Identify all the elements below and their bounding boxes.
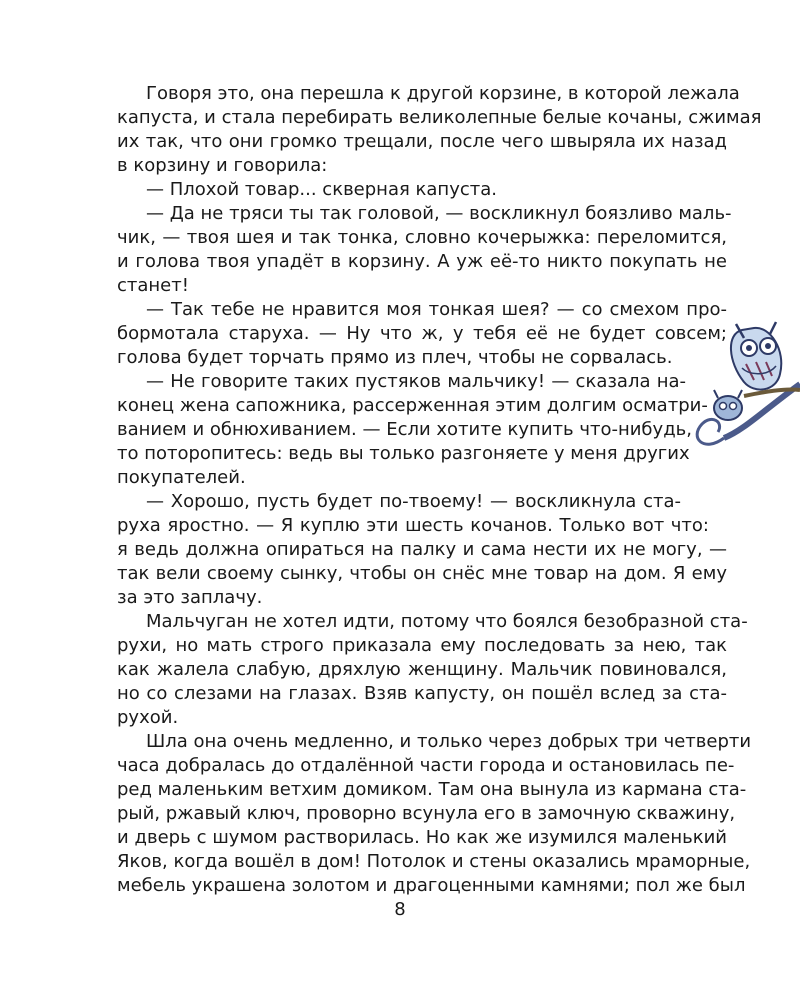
text-line: — Не говорите таких пустяков мальчику! — сказала на- [146, 371, 686, 392]
text-line: как жалела слабую, дряхлую женщину. Мальчик повиновался, [117, 659, 727, 680]
text-line: покупателей. [117, 467, 246, 488]
text-line: но со слезами на глазах. Взяв капусту, он пошёл вслед за ста- [117, 683, 727, 704]
text-line: Мальчуган не хотел идти, потому что боялся безобразной ста- [146, 611, 748, 632]
text-line: мебель украшена золотом и драгоценными камнями; пол же был [117, 875, 746, 896]
text-line: руха яростно. — Я куплю эти шесть кочанов. Только вот что: [117, 515, 709, 536]
text-line: в корзину и говорила: [117, 155, 328, 176]
text-line: станет! [117, 275, 189, 296]
text-line: чик, — твоя шея и так тонка, словно кочерыжка: переломится, [117, 227, 727, 248]
text-line: — Да не тряси ты так головой, — воскликнул боязливо маль- [146, 203, 732, 224]
text-line: голова будет торчать прямо из плеч, чтобы не сорвалась. [117, 347, 673, 368]
page-number: 8 [394, 899, 406, 920]
text-line: рухи, но мать строго приказала ему последовать за нею, так [117, 635, 727, 656]
text-line: капуста, и стала перебирать великолепные белые кочаны, сжимая [117, 107, 762, 128]
text-line: я ведь должна опираться на палку и сама нести их не могу, — [117, 539, 727, 560]
text-line: конец жена сапожника, рассерженная этим долгим осматри- [117, 395, 708, 416]
text-line: рый, ржавый ключ, проворно всунула его в замочную скважину, [117, 803, 736, 824]
text-line: Яков, когда вошёл в дом! Потолок и стены оказались мраморные, [117, 851, 751, 872]
text-line: — Плохой товар... скверная капуста. [146, 179, 497, 200]
text-line: Шла она очень медленно, и только через добрых три четверти [146, 731, 752, 752]
text-line: и дверь с шумом растворилась. Но как же изумился маленький [117, 827, 727, 848]
text-line: то поторопитесь: ведь вы только разгоняете у меня других [117, 443, 690, 464]
text-line: часа добралась до отдалённой части города и остановилась пе- [117, 755, 735, 776]
text-line: бормотала старуха. — Ну что ж, у тебя её не будет совсем; [117, 323, 727, 344]
text-line: ванием и обнюхиванием. — Если хотите купить что-нибудь, [117, 419, 692, 440]
text-line: их так, что они громко трещали, после чего швыряла их назад [117, 131, 727, 152]
text-line: — Хорошо, пусть будет по-твоему! — воскликнула ста- [146, 491, 681, 512]
text-line: Говоря это, она перешла к другой корзине, в которой лежала [146, 83, 740, 104]
text-line: так вели своему сынку, чтобы он снёс мне товар на дом. Я ему [117, 563, 727, 584]
text-line: — Так тебе не нравится моя тонкая шея? — со смехом про- [146, 299, 727, 320]
owl-illustration [684, 318, 800, 460]
text-line: рухой. [117, 707, 179, 728]
text-line: и голова твоя упадёт в корзину. А уж её-то никто покупать не [117, 251, 727, 272]
text-line: за это заплачу. [117, 587, 263, 608]
text-line: ред маленьким ветхим домиком. Там она вынула из кармана ста- [117, 779, 747, 800]
